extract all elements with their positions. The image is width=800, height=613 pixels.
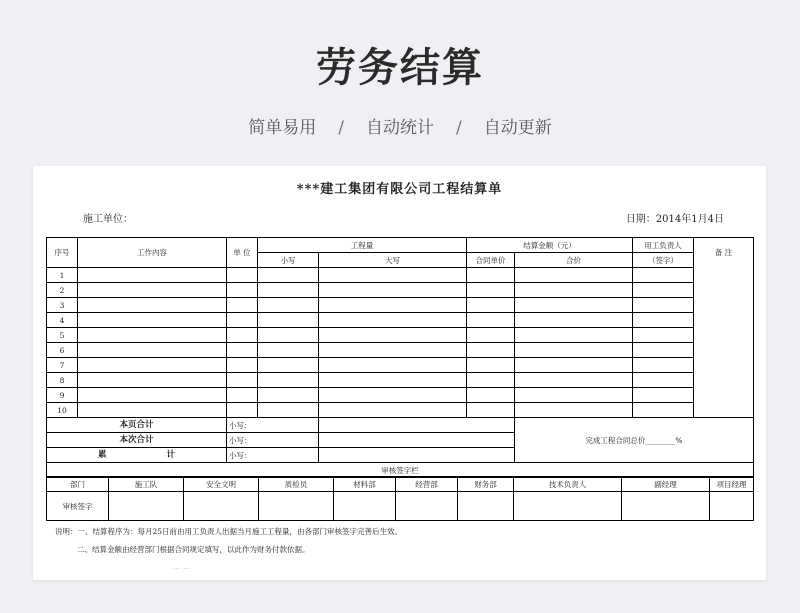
audit-quality: 质检员 <box>259 477 334 492</box>
header-sign: （签字） <box>633 253 694 268</box>
page-total-small: 小写： <box>227 418 319 433</box>
cumulative-char-2: 计 <box>166 449 176 460</box>
audit-team: 施工队 <box>109 477 184 492</box>
document-title: ***建工集团有限公司工程结算单 <box>296 182 503 197</box>
table-row <box>47 343 754 358</box>
header-total-price: 合价 <box>515 253 633 268</box>
row-number: 8 <box>47 373 78 388</box>
remark-label: 备 注 <box>714 248 733 257</box>
audit-safety: 安全文明 <box>184 477 259 492</box>
page-total-label: 本页合计 <box>47 418 227 433</box>
cumulative-label <box>47 448 227 463</box>
feature-auto-stats: 自动统计 <box>366 118 434 138</box>
feature-tagline <box>0 113 800 138</box>
separator: / <box>338 118 344 138</box>
audit-material: 材料部 <box>334 477 396 492</box>
header-remark <box>694 238 754 418</box>
table-row <box>47 313 754 328</box>
table-row <box>47 403 754 418</box>
audit-pm: 项目经理 <box>710 477 754 492</box>
audit-sign-label: 审核签字 <box>47 492 109 521</box>
construction-unit-label: 施工单位： <box>83 214 133 225</box>
separator: / <box>456 118 462 138</box>
row-number: 1 <box>47 268 78 283</box>
feature-easy: 简单易用 <box>248 118 317 138</box>
cumulative-char-1: 累 <box>97 449 107 460</box>
row-number: 9 <box>47 388 78 403</box>
audit-tech: 技术负责人 <box>514 477 622 492</box>
table-row <box>47 283 754 298</box>
current-total-label: 本次合计 <box>47 433 227 448</box>
cumulative-small: 小写： <box>227 448 319 463</box>
header-contract-price: 合同单价 <box>467 253 515 268</box>
audit-business: 经营部 <box>396 477 458 492</box>
header-qty-small: 小写 <box>258 253 319 268</box>
row-number: 3 <box>47 298 78 313</box>
settlement-table <box>46 237 754 478</box>
current-total-small: 小写： <box>227 433 319 448</box>
completion-percent: 完成工程合同总价________% <box>515 418 754 463</box>
header-quantity: 工程量 <box>258 238 467 253</box>
header-labor-person: 用工负责人 <box>633 238 694 253</box>
settlement-sheet <box>33 166 766 580</box>
row-number: 6 <box>47 343 78 358</box>
feature-auto-update: 自动更新 <box>483 118 552 138</box>
row-number: 2 <box>47 283 78 298</box>
row-number: 10 <box>47 403 78 418</box>
header-work-content: 工作内容 <box>78 238 227 268</box>
notes <box>55 526 402 562</box>
table-row <box>47 388 754 403</box>
audit-dept: 部门 <box>47 477 109 492</box>
faded-text: …… <box>173 563 193 571</box>
table-row <box>47 358 754 373</box>
audit-title: 审核签字栏 <box>47 463 754 478</box>
table-row <box>47 373 754 388</box>
row-number: 5 <box>47 328 78 343</box>
page-title: 劳务结算 <box>316 45 484 91</box>
header-unit: 单 位 <box>227 238 258 268</box>
audit-finance: 财务部 <box>458 477 514 492</box>
audit-table <box>46 476 754 521</box>
header-amount: 结算金额（元） <box>467 238 633 253</box>
row-number: 7 <box>47 358 78 373</box>
note-1: 说明：一、结算程序为：每月25日前由用工负责人出据当月施工工程量，由各部门审核签字完善后生效。 <box>55 527 403 536</box>
audit-deputy: 副经理 <box>622 477 710 492</box>
row-number: 4 <box>47 313 78 328</box>
table-row <box>47 268 754 283</box>
table-row <box>47 298 754 313</box>
note-2: 二、结算金额由经营部门根据合同规定填写，以此作为财务付款依据。 <box>77 545 310 554</box>
header-qty-big: 大写 <box>319 253 467 268</box>
header-seq: 序号 <box>47 238 78 268</box>
table-row <box>47 328 754 343</box>
date-label: 日期：2014年1月4日 <box>625 214 724 225</box>
